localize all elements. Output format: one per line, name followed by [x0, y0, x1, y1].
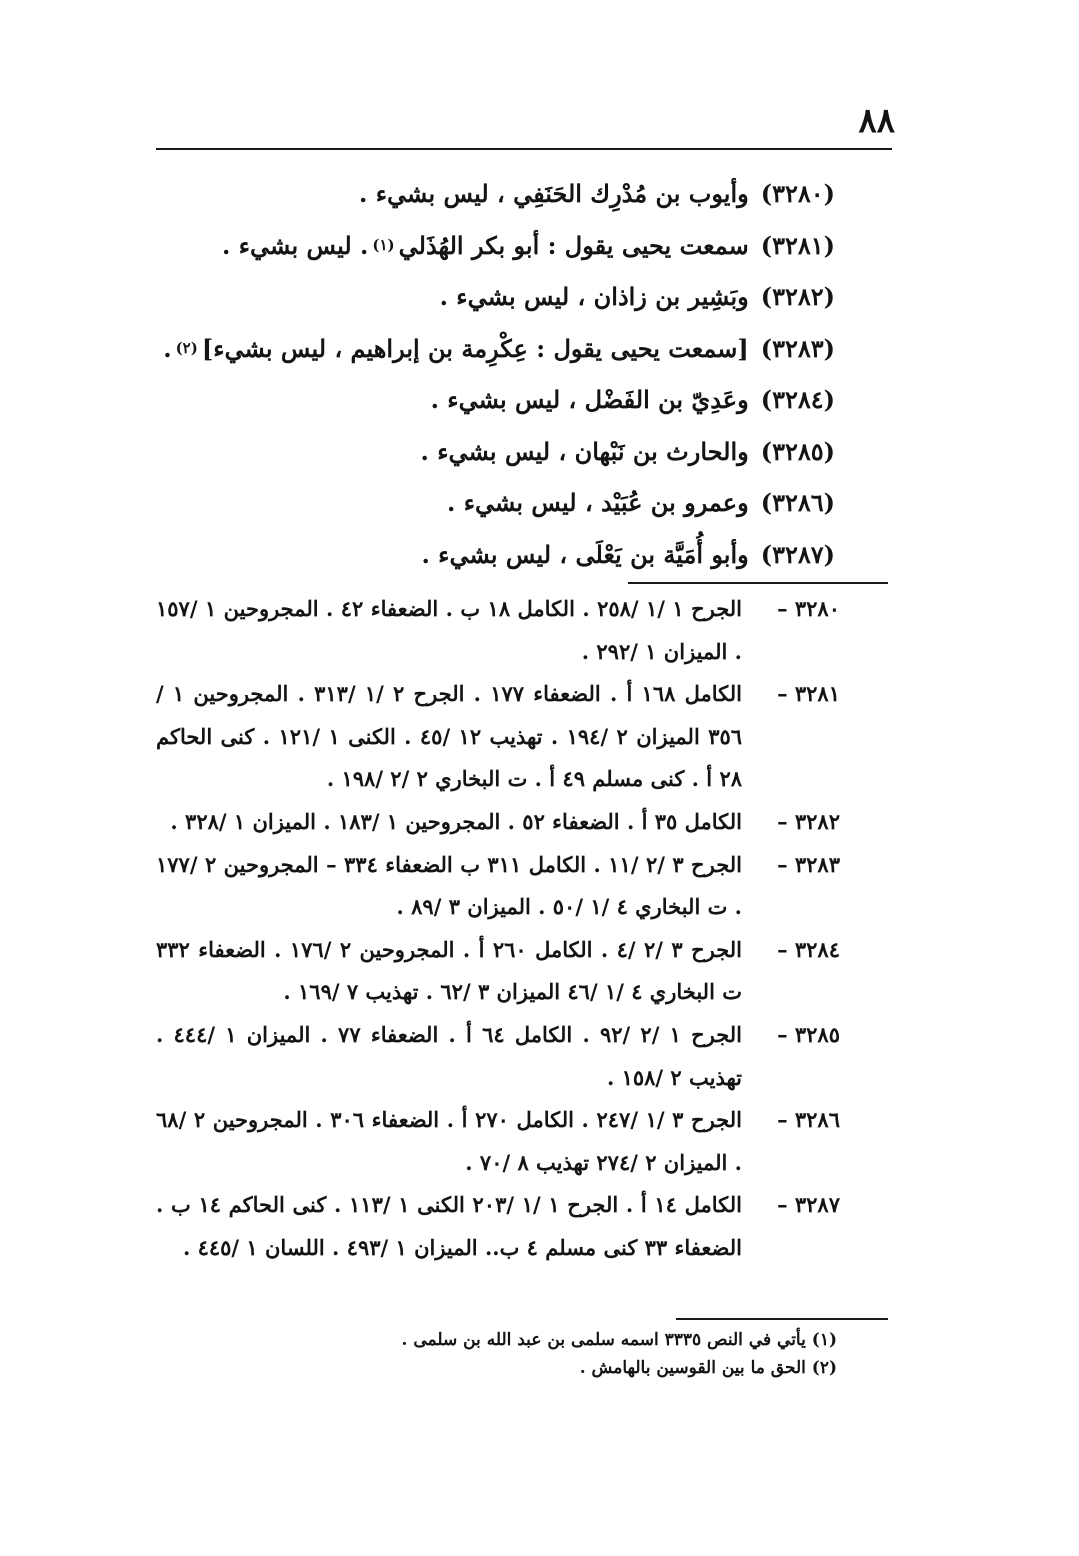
footnote-marker: (٢)	[175, 339, 198, 358]
reference-3280	[156, 588, 840, 673]
entry-text: وعَدِيّ بن الفَضْل ، ليس بشيء .	[430, 385, 749, 415]
reference-3283	[156, 844, 840, 929]
reference-text: الجرح ١ /٢ /٩٢ . الكامل ٦٤ أ . الضعفاء ٧٧ . الميزان ١ /٤٤٤ . تهذيب ٢ /١٥٨ .	[156, 1021, 743, 1090]
reference-text: الجرح ٣ /١ /٢٤٧ . الكامل ٢٧٠ أ . الضعفاء ٣٠٦ . المجروحين ٢ /٦٨ . الميزان ٢ /٢٧٤ تهذيب ٨ /٧٠ .	[156, 1107, 742, 1175]
entry-number: (٣٢٨٦)	[760, 488, 835, 518]
references-list	[156, 588, 840, 1270]
reference-text: الجرح ٣ /٢ /٤ . الكامل ٢٦٠ أ . المجروحين ٢ /١٧٦ . الضعفاء ٣٣٢ ت البخاري ٤ /١ /٤٦ الميزان ٣ /٦٢ . تهذيب ٧ /١٦٩ .	[156, 936, 743, 1005]
header-divider	[156, 148, 892, 150]
entry-3286	[135, 477, 835, 529]
entry-3282	[135, 271, 835, 323]
footnote-1: (١) يأتي في النص ٣٣٣٥ اسمه سلمى بن عبد الله بن سلمى .	[401, 1330, 837, 1350]
reference-text: الكامل ١٦٨ أ . الضعفاء ١٧٧ . الجرح ٢ /١ /٣١٣ . المجروحين ١ /٣٥٦ الميزان ٢ /١٩٤ . تهذيب ١٢ /٤٥ . الكنى ١ /١٢١ . كنى الحاكم ٢٨ أ . كنى مسلم ٤٩ أ . ت البخاري ٢ /٢ /١٩٨ .	[156, 681, 743, 792]
footnote-2: (٢) الحق ما بين القوسين بالهامش .	[579, 1358, 837, 1378]
entry-3283	[135, 323, 835, 375]
entry-text: والحارث بن نَبْهان ، ليس بشيء .	[420, 436, 749, 466]
entry-text-after: .	[163, 333, 172, 363]
entry-text-after: . ليس بشيء .	[222, 230, 369, 260]
entry-3284	[135, 374, 835, 426]
footnotes-divider	[676, 1318, 888, 1320]
entry-number: (٣٢٨٧)	[760, 539, 835, 569]
entry-text: سمعت يحيى يقول : أبو بكر الهُذَلي	[398, 230, 749, 260]
entry-text: [سمعت يحيى يقول : عِكْرِمة بن إبراهيم ، ليس بشيء]	[201, 333, 749, 363]
entry-3285	[135, 426, 835, 478]
reference-number: ٣٢٨٣ –	[777, 851, 840, 877]
reference-text: الكامل ١٤ أ . الجرح ١ /١ /٢٠٣ الكنى ١ /١١٣ . كنى الحاكم ١٤ ب . الضعفاء ٣٣ كنى مسلم ٤ ب.. الميزان ١ /٤٩٣ . اللسان ١ /٤٤٥ .	[156, 1192, 743, 1260]
entry-3281	[135, 220, 835, 272]
entry-3280	[135, 168, 835, 220]
reference-number: ٣٢٨٤ –	[777, 936, 840, 962]
reference-number: ٣٢٨٧ –	[777, 1192, 840, 1218]
reference-number: ٣٢٨٥ –	[777, 1021, 840, 1047]
entry-number: (٣٢٨٤)	[760, 385, 835, 415]
entry-text: وأيوب بن مُدْرِك الحَنَفِي ، ليس بشيء .	[359, 179, 749, 209]
reference-text: الكامل ٣٥ أ . الضعفاء ٥٢ . المجروحين ١ /١٨٣ . الميزان ١ /٣٢٨ .	[170, 808, 742, 834]
reference-3287	[156, 1184, 840, 1269]
reference-3284	[156, 929, 840, 1014]
references-divider	[628, 582, 888, 584]
reference-3281	[156, 673, 840, 801]
reference-number: ٣٢٨٠ –	[777, 596, 840, 621]
entry-text: وأبو أُمَيَّة بن يَعْلَى ، ليس بشيء .	[421, 539, 749, 569]
footnote-marker: (١)	[372, 236, 395, 255]
main-text	[135, 168, 835, 580]
reference-text: الجرح ٣ /٢ /١١ . الكامل ٣١١ ب الضعفاء ٣٣٤ – المجروحين ٢ /١٧٧ . ت البخاري ٤ /١ /٥٠ . الميزان ٣ /٨٩ .	[156, 851, 742, 920]
footnotes	[137, 1326, 837, 1382]
reference-number: ٣٢٨٢ –	[777, 808, 840, 834]
entry-3287	[135, 529, 835, 581]
reference-number: ٣٢٨١ –	[777, 681, 840, 707]
reference-3285	[156, 1014, 840, 1099]
reference-text: الجرح ١ /١ /٢٥٨ . الكامل ١٨ ب . الضعفاء ٤٢ . المجروحين ١ /١٥٧ . الميزان ١ /٢٩٢ .	[156, 596, 743, 664]
entry-text: وعمرو بن عُبَيْد ، ليس بشيء .	[446, 488, 749, 518]
reference-number: ٣٢٨٦ –	[777, 1107, 840, 1133]
reference-3286	[156, 1099, 840, 1184]
entry-number: (٣٢٨٢)	[760, 282, 835, 312]
page-number: ٨٨	[858, 101, 895, 141]
entry-number: (٣٢٨٣)	[760, 333, 835, 363]
reference-3282	[156, 801, 840, 844]
entry-number: (٣٢٨٠)	[760, 179, 835, 209]
entry-number: (٣٢٨٥)	[760, 436, 835, 466]
entry-text: وبَشِير بن زاذان ، ليس بشيء .	[439, 282, 749, 312]
entry-number: (٣٢٨١)	[760, 230, 835, 260]
